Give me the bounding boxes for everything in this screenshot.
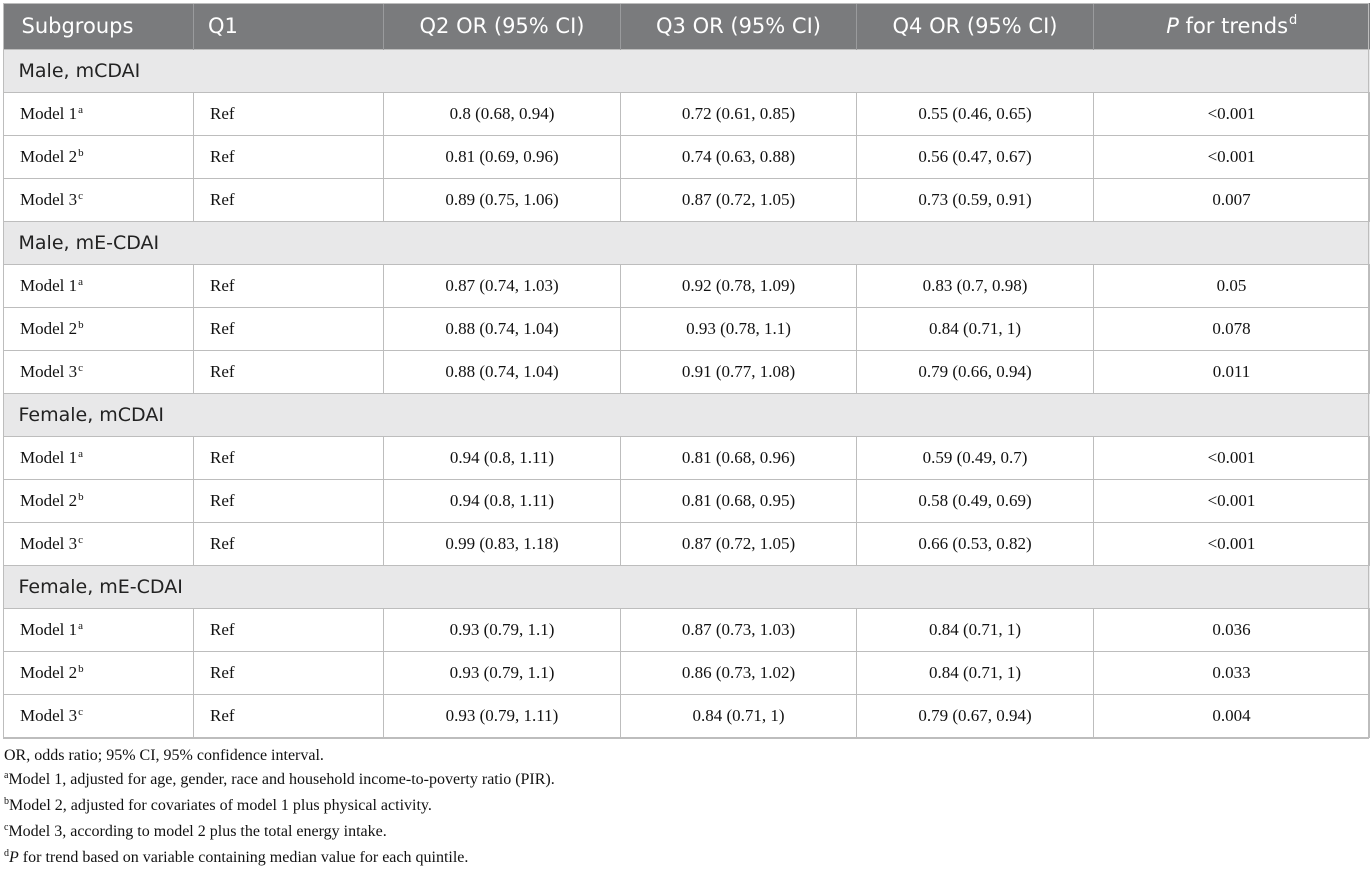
cell-q1: Ref: [194, 265, 384, 308]
header-p-trend: [1094, 3, 1370, 50]
cell-model: [4, 437, 194, 480]
model-footnote-sup: b: [78, 319, 84, 331]
model-label: Model 2: [20, 663, 78, 682]
group-row: [4, 394, 1370, 437]
table-row: [4, 652, 1370, 695]
model-label: Model 2: [20, 319, 78, 338]
model-label: Model 1: [20, 276, 78, 295]
cell-q3: 0.84 (0.71, 1): [621, 695, 857, 738]
table-row: [4, 480, 1370, 523]
model-footnote-sup: c: [78, 190, 84, 202]
footnote-d: [4, 846, 555, 872]
cell-p-trend: 0.011: [1094, 351, 1370, 394]
cell-q2: 0.87 (0.74, 1.03): [384, 265, 621, 308]
cell-q2: 0.99 (0.83, 1.18): [384, 523, 621, 566]
footnote-d-text: for trend based on variable containing median value for each quintile.: [18, 849, 469, 866]
cell-q4: 0.83 (0.7, 0.98): [857, 265, 1094, 308]
cell-q4: 0.66 (0.53, 0.82): [857, 523, 1094, 566]
results-table: [3, 3, 1370, 738]
cell-q2: 0.93 (0.79, 1.1): [384, 609, 621, 652]
cell-model: [4, 609, 194, 652]
cell-q1: Ref: [194, 480, 384, 523]
cell-q4: 0.59 (0.49, 0.7): [857, 437, 1094, 480]
model-footnote-sup: a: [78, 276, 84, 288]
cell-q3: 0.87 (0.72, 1.05): [621, 179, 857, 222]
cell-model: [4, 179, 194, 222]
cell-model: [4, 136, 194, 179]
cell-q3: 0.93 (0.78, 1.1): [621, 308, 857, 351]
group-title: Male, mCDAI: [4, 50, 1370, 93]
model-footnote-sup: c: [78, 706, 84, 718]
header-subgroups: Subgroups: [4, 3, 194, 50]
cell-q2: 0.89 (0.75, 1.06): [384, 179, 621, 222]
table-row: [4, 609, 1370, 652]
footnote-d-italic: P: [9, 849, 19, 866]
cell-q4: 0.56 (0.47, 0.67): [857, 136, 1094, 179]
cell-q2: 0.93 (0.79, 1.11): [384, 695, 621, 738]
cell-q3: 0.87 (0.72, 1.05): [621, 523, 857, 566]
header-q2: Q2 OR (95% CI): [384, 3, 621, 50]
table-row: [4, 437, 1370, 480]
table-row: [4, 93, 1370, 136]
cell-q2: 0.94 (0.8, 1.11): [384, 480, 621, 523]
model-label: Model 2: [20, 491, 78, 510]
table-row: [4, 265, 1370, 308]
cell-p-trend: <0.001: [1094, 480, 1370, 523]
cell-p-trend: 0.007: [1094, 179, 1370, 222]
footnote-abbrev: OR, odds ratio; 95% CI, 95% confidence interval.: [4, 747, 324, 764]
cell-q3: 0.86 (0.73, 1.02): [621, 652, 857, 695]
model-footnote-sup: c: [78, 534, 84, 546]
footnote-c-text: Model 3, according to model 2 plus the total energy intake.: [8, 823, 387, 840]
cell-q1: Ref: [194, 652, 384, 695]
model-footnote-sup: a: [78, 104, 84, 116]
footnote-c: [4, 820, 555, 846]
model-footnote-sup: c: [78, 362, 84, 374]
footnotes: [4, 744, 555, 872]
model-label: Model 3: [20, 706, 78, 725]
model-footnote-sup: a: [78, 448, 84, 460]
model-label: Model 3: [20, 190, 78, 209]
table-header: [4, 3, 1370, 50]
cell-q2: 0.81 (0.69, 0.96): [384, 136, 621, 179]
header-q1: Q1: [194, 3, 384, 50]
cell-q4: 0.79 (0.67, 0.94): [857, 695, 1094, 738]
cell-q4: 0.84 (0.71, 1): [857, 652, 1094, 695]
header-q3: Q3 OR (95% CI): [621, 3, 857, 50]
table-row: [4, 179, 1370, 222]
cell-q2: 0.8 (0.68, 0.94): [384, 93, 621, 136]
group-row: [4, 222, 1370, 265]
footnote-d-sup: d: [4, 848, 9, 859]
cell-q1: Ref: [194, 136, 384, 179]
cell-p-trend: 0.033: [1094, 652, 1370, 695]
table-row: [4, 351, 1370, 394]
cell-q3: 0.91 (0.77, 1.08): [621, 351, 857, 394]
cell-q3: 0.81 (0.68, 0.95): [621, 480, 857, 523]
cell-q4: 0.73 (0.59, 0.91): [857, 179, 1094, 222]
model-label: Model 1: [20, 448, 78, 467]
cell-q4: 0.58 (0.49, 0.69): [857, 480, 1094, 523]
footnote-a-sup: a: [4, 770, 9, 781]
cell-q4: 0.84 (0.71, 1): [857, 609, 1094, 652]
cell-q1: Ref: [194, 308, 384, 351]
cell-p-trend: 0.036: [1094, 609, 1370, 652]
footnote-c-sup: c: [4, 822, 9, 833]
footnote-a: [4, 768, 555, 794]
header-p-label: for trends: [1178, 14, 1289, 38]
cell-model: [4, 695, 194, 738]
cell-q1: Ref: [194, 695, 384, 738]
group-title: Female, mCDAI: [4, 394, 1370, 437]
table-row: [4, 136, 1370, 179]
table-body: [4, 50, 1370, 738]
cell-model: [4, 351, 194, 394]
model-footnote-sup: b: [78, 147, 84, 159]
cell-q3: 0.87 (0.73, 1.03): [621, 609, 857, 652]
model-label: Model 2: [20, 147, 78, 166]
cell-p-trend: 0.078: [1094, 308, 1370, 351]
cell-model: [4, 93, 194, 136]
cell-model: [4, 523, 194, 566]
model-label: Model 1: [20, 620, 78, 639]
cell-model: [4, 480, 194, 523]
cell-q2: 0.93 (0.79, 1.1): [384, 652, 621, 695]
cell-q4: 0.79 (0.66, 0.94): [857, 351, 1094, 394]
cell-q1: Ref: [194, 93, 384, 136]
cell-model: [4, 308, 194, 351]
cell-model: [4, 652, 194, 695]
group-row: [4, 566, 1370, 609]
cell-q1: Ref: [194, 523, 384, 566]
cell-p-trend: <0.001: [1094, 437, 1370, 480]
model-footnote-sup: b: [78, 663, 84, 675]
cell-p-trend: 0.004: [1094, 695, 1370, 738]
cell-q1: Ref: [194, 179, 384, 222]
header-q4: Q4 OR (95% CI): [857, 3, 1094, 50]
cell-q2: 0.94 (0.8, 1.11): [384, 437, 621, 480]
cell-model: [4, 265, 194, 308]
group-row: [4, 50, 1370, 93]
header-p-italic: P: [1166, 14, 1179, 38]
cell-q1: Ref: [194, 609, 384, 652]
cell-p-trend: <0.001: [1094, 523, 1370, 566]
model-label: Model 3: [20, 362, 78, 381]
results-table-container: [3, 3, 1369, 738]
cell-q1: Ref: [194, 437, 384, 480]
cell-q3: 0.72 (0.61, 0.85): [621, 93, 857, 136]
model-label: Model 1: [20, 104, 78, 123]
cell-q2: 0.88 (0.74, 1.04): [384, 308, 621, 351]
header-p-sup: d: [1289, 13, 1298, 28]
group-title: Male, mE-CDAI: [4, 222, 1370, 265]
table-row: [4, 308, 1370, 351]
cell-q1: Ref: [194, 351, 384, 394]
table-row: [4, 695, 1370, 738]
cell-q4: 0.55 (0.46, 0.65): [857, 93, 1094, 136]
cell-q2: 0.88 (0.74, 1.04): [384, 351, 621, 394]
cell-q3: 0.92 (0.78, 1.09): [621, 265, 857, 308]
cell-q3: 0.81 (0.68, 0.96): [621, 437, 857, 480]
cell-p-trend: 0.05: [1094, 265, 1370, 308]
model-footnote-sup: b: [78, 491, 84, 503]
cell-q4: 0.84 (0.71, 1): [857, 308, 1094, 351]
cell-p-trend: <0.001: [1094, 136, 1370, 179]
footnote-b: [4, 794, 555, 820]
footnote-a-text: Model 1, adjusted for age, gender, race and household income-to-poverty ratio (PIR).: [8, 771, 555, 788]
group-title: Female, mE-CDAI: [4, 566, 1370, 609]
footnote-b-text: Model 2, adjusted for covariates of model 1 plus physical activity.: [9, 797, 432, 814]
cell-p-trend: <0.001: [1094, 93, 1370, 136]
model-label: Model 3: [20, 534, 78, 553]
table-row: [4, 523, 1370, 566]
cell-q3: 0.74 (0.63, 0.88): [621, 136, 857, 179]
model-footnote-sup: a: [78, 620, 84, 632]
footnote-b-sup: b: [4, 796, 9, 807]
